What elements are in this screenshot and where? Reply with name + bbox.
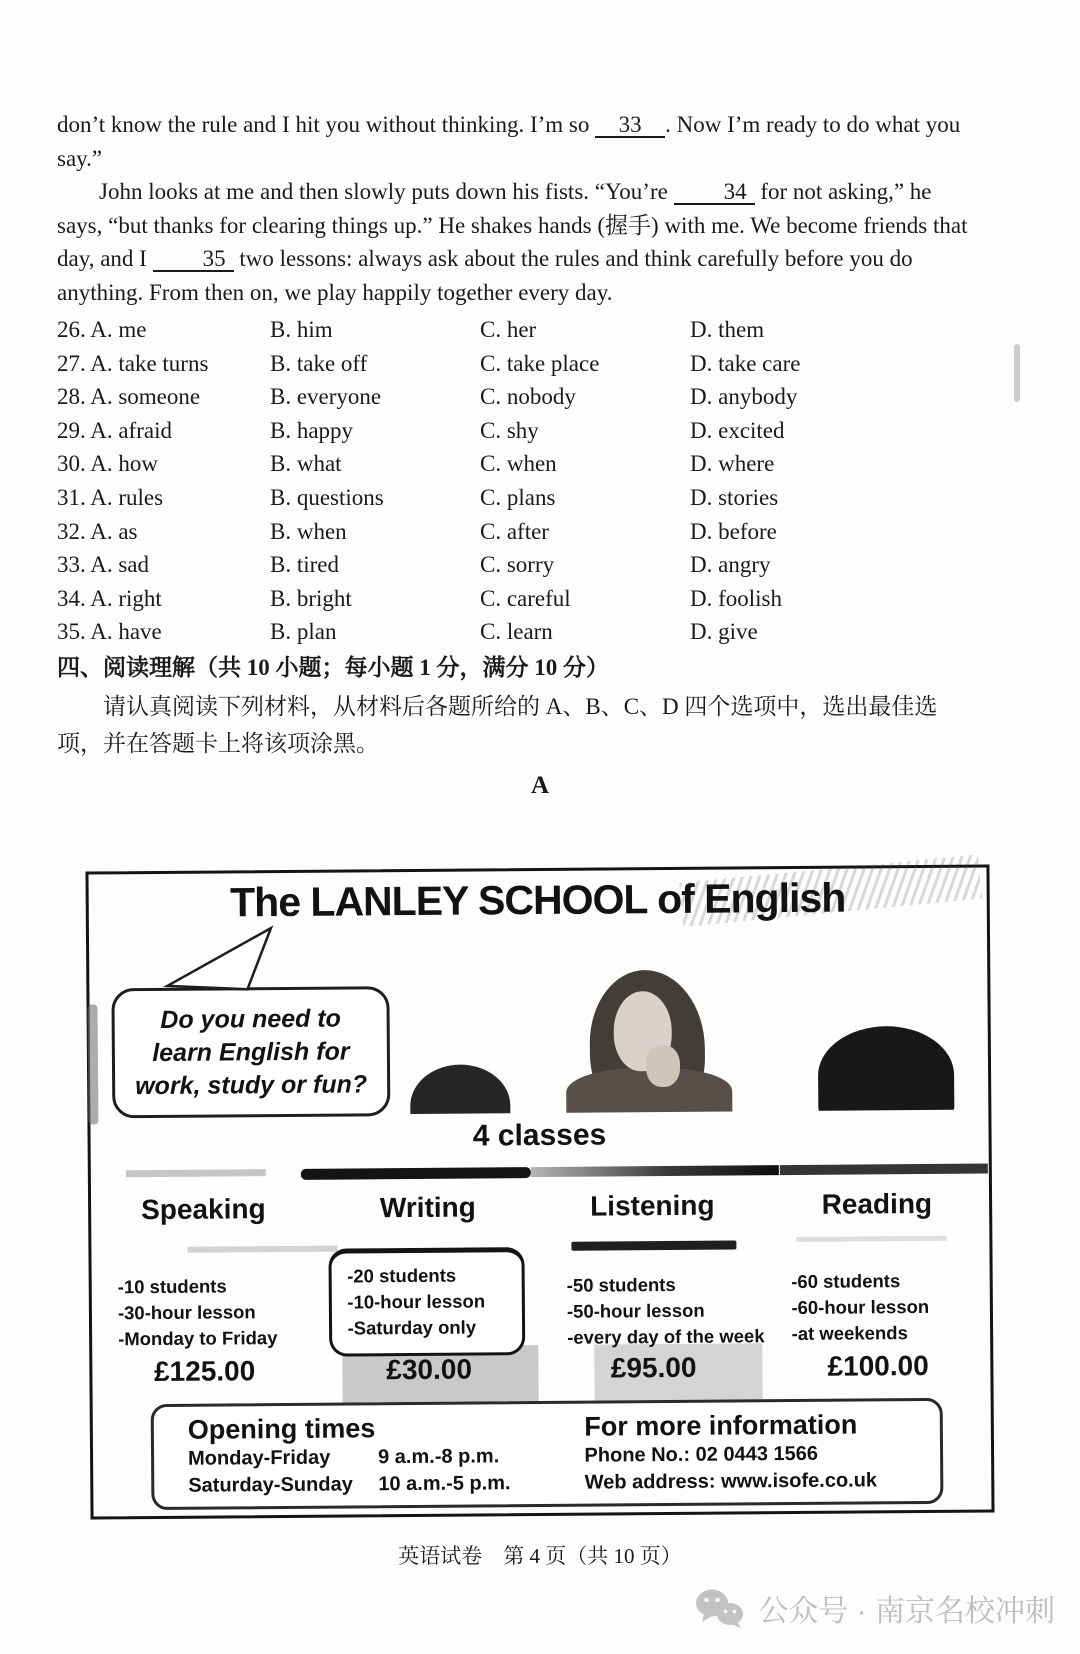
option-row xyxy=(57,347,997,381)
class-name-writing: Writing xyxy=(379,1191,476,1224)
option-cell: 28. A. someone xyxy=(57,384,201,410)
option-cell: 26. A. me xyxy=(57,317,147,342)
more-info-title: For more information xyxy=(584,1409,858,1442)
detail-line: -10 students xyxy=(117,1275,227,1298)
ad-title: The LANLEY SCHOOL of English xyxy=(229,874,846,926)
option-cell: D. where xyxy=(690,451,775,477)
speech-bubble-tail xyxy=(159,923,292,994)
opening-times-section xyxy=(154,1404,579,1507)
option-row xyxy=(57,313,997,347)
price-speaking: £125.00 xyxy=(153,1355,256,1388)
class-name-listening: Listening xyxy=(590,1189,715,1222)
watermark xyxy=(694,1586,1055,1630)
option-row xyxy=(57,481,997,515)
option-row xyxy=(57,548,997,582)
class-headers xyxy=(91,1187,989,1226)
option-cell: C. after xyxy=(480,518,549,544)
option-cell: 34. A. right xyxy=(57,585,162,611)
option-cell: B. everyone xyxy=(270,384,382,410)
option-cell: B. what xyxy=(270,451,342,477)
detail-line: -30-hour lesson xyxy=(117,1301,256,1324)
detail-line: -10-hour lesson xyxy=(347,1290,486,1313)
cloze-text: don’t know the rule and I hit you without thinking. I’m so xyxy=(57,112,590,137)
price-writing: £30.00 xyxy=(386,1353,473,1386)
blank-35: 35 xyxy=(153,248,234,272)
option-cell: C. nobody xyxy=(480,384,576,410)
detail-line: -50 students xyxy=(566,1273,676,1296)
option-row xyxy=(57,414,997,448)
teacher-hand xyxy=(646,1045,680,1087)
cloze-paragraph-2 xyxy=(57,175,979,309)
opening-hours: 9 a.m.-8 p.m. xyxy=(377,1445,500,1469)
option-cell: C. when xyxy=(480,451,557,477)
option-row xyxy=(57,447,997,481)
page-footer: 英语试卷 第 4 页（共 10 页） xyxy=(398,1544,682,1568)
section-instruction: 请认真阅读下列材料，从材料后各题所给的 A、B、C、D 四个选项中，选出最佳选项，并在答题卡上将该项涂黑。 xyxy=(57,694,938,756)
writing-details xyxy=(328,1247,525,1357)
cloze-text: for not asking,” he says, “but thanks for clearing things up.” He shakes hands (握手) with me. We become friends that day, and I xyxy=(57,179,968,271)
option-cell: D. foolish xyxy=(690,585,782,611)
watermark-text: 公众号 · 南京名校冲刺 xyxy=(758,1595,1055,1628)
option-cell: D. angry xyxy=(690,552,771,578)
speech-bubble: Do you need to learn English for work, study or fun? xyxy=(111,986,390,1118)
reading-details xyxy=(765,1233,990,1353)
web-address: Web address: www.isofe.co.uk xyxy=(584,1469,878,1494)
opening-days: Monday-Friday xyxy=(187,1446,331,1470)
more-info-section xyxy=(578,1401,940,1504)
option-cell: D. take care xyxy=(690,350,801,376)
option-cell: B. take off xyxy=(270,350,368,376)
class-name-reading: Reading xyxy=(821,1187,933,1220)
cloze-text: John looks at me and then slowly puts down his fists. “You’re xyxy=(99,179,668,204)
divider-bar xyxy=(126,1169,266,1177)
option-cell: D. stories xyxy=(690,484,779,510)
option-cell: 27. A. take turns xyxy=(57,350,209,376)
option-cell: D. anybody xyxy=(690,384,798,410)
passage-a-label: A xyxy=(530,772,550,799)
divider-bar xyxy=(780,1163,988,1175)
option-row xyxy=(57,380,997,414)
option-cell: D. them xyxy=(690,317,765,342)
cloze-text: two lessons: always ask about the rules and think carefully before you do anything. From then on, we play happily together every day. xyxy=(57,246,913,305)
detail-line: -Monday to Friday xyxy=(118,1327,278,1350)
cloze-passage xyxy=(57,108,979,309)
cloze-text: . Now I’m ready to do what you say.” xyxy=(57,112,961,171)
option-cell: 32. A. as xyxy=(57,518,138,544)
scan-smudge xyxy=(88,1004,99,1124)
option-cell: C. take place xyxy=(480,350,600,376)
scan-artifact xyxy=(1014,344,1020,402)
price-reading: £100.00 xyxy=(827,1349,929,1382)
detail-line: -every day of the week xyxy=(567,1325,765,1348)
option-cell: 35. A. have xyxy=(57,619,162,645)
divider-bar xyxy=(301,1167,531,1180)
detail-line: -50-hour lesson xyxy=(566,1299,705,1322)
option-cell: 30. A. how xyxy=(57,451,158,477)
option-cell: B. when xyxy=(270,518,347,544)
option-cell: D. give xyxy=(690,619,758,645)
detail-line: -Saturday only xyxy=(347,1316,477,1339)
option-row xyxy=(57,515,997,549)
blank-33: 33 xyxy=(595,114,665,138)
info-box xyxy=(151,1398,944,1510)
option-cell: B. questions xyxy=(270,484,384,510)
option-cell: B. him xyxy=(270,317,333,342)
option-cell: C. careful xyxy=(480,585,571,611)
listening-details xyxy=(540,1235,765,1355)
options-list xyxy=(57,313,997,649)
option-row xyxy=(57,582,997,616)
section-four xyxy=(57,650,979,762)
detail-line: -20 students xyxy=(347,1264,457,1287)
option-cell: C. shy xyxy=(480,417,539,443)
option-cell: D. before xyxy=(690,518,777,544)
option-cell: B. bright xyxy=(270,585,352,611)
option-cell: 31. A. rules xyxy=(57,484,164,510)
opening-times-row xyxy=(188,1443,579,1473)
option-cell: C. sorry xyxy=(480,552,555,578)
option-cell: C. her xyxy=(480,317,537,342)
class-name-speaking: Speaking xyxy=(141,1193,266,1226)
price-listening: £95.00 xyxy=(610,1351,697,1384)
option-cell: 33. A. sad xyxy=(57,552,149,578)
detail-line: -at weekends xyxy=(791,1322,908,1345)
option-cell: D. excited xyxy=(690,417,785,443)
lanley-school-ad xyxy=(85,864,994,1519)
phone-number: Phone No.: 02 0443 1566 xyxy=(584,1442,819,1467)
option-cell: C. learn xyxy=(480,619,553,645)
detail-line: -60-hour lesson xyxy=(791,1295,930,1319)
option-cell: C. plans xyxy=(480,484,556,510)
opening-hours: 10 a.m.-5 p.m. xyxy=(378,1472,511,1496)
option-cell: B. tired xyxy=(270,552,339,578)
option-row xyxy=(57,615,997,649)
section-heading: 四、阅读理解（共 10 小题；每小题 1 分，满分 10 分） xyxy=(57,655,609,680)
prices-row xyxy=(92,1349,990,1388)
blank-34: 34 xyxy=(674,181,755,205)
detail-line: -60 students xyxy=(791,1270,901,1293)
opening-times-title: Opening times xyxy=(187,1413,376,1445)
cloze-paragraph-1 xyxy=(57,108,979,175)
classes-count-label: 4 classes xyxy=(472,1118,607,1153)
class-details xyxy=(91,1233,990,1358)
speaking-details xyxy=(91,1239,316,1359)
option-cell: B. plan xyxy=(270,619,337,645)
option-cell: 29. A. afraid xyxy=(57,417,172,443)
divider-bar xyxy=(531,1165,779,1177)
opening-times-row xyxy=(188,1470,579,1500)
opening-days: Saturday-Sunday xyxy=(188,1473,353,1497)
option-cell: B. happy xyxy=(270,417,354,443)
wechat-icon xyxy=(694,1588,746,1628)
